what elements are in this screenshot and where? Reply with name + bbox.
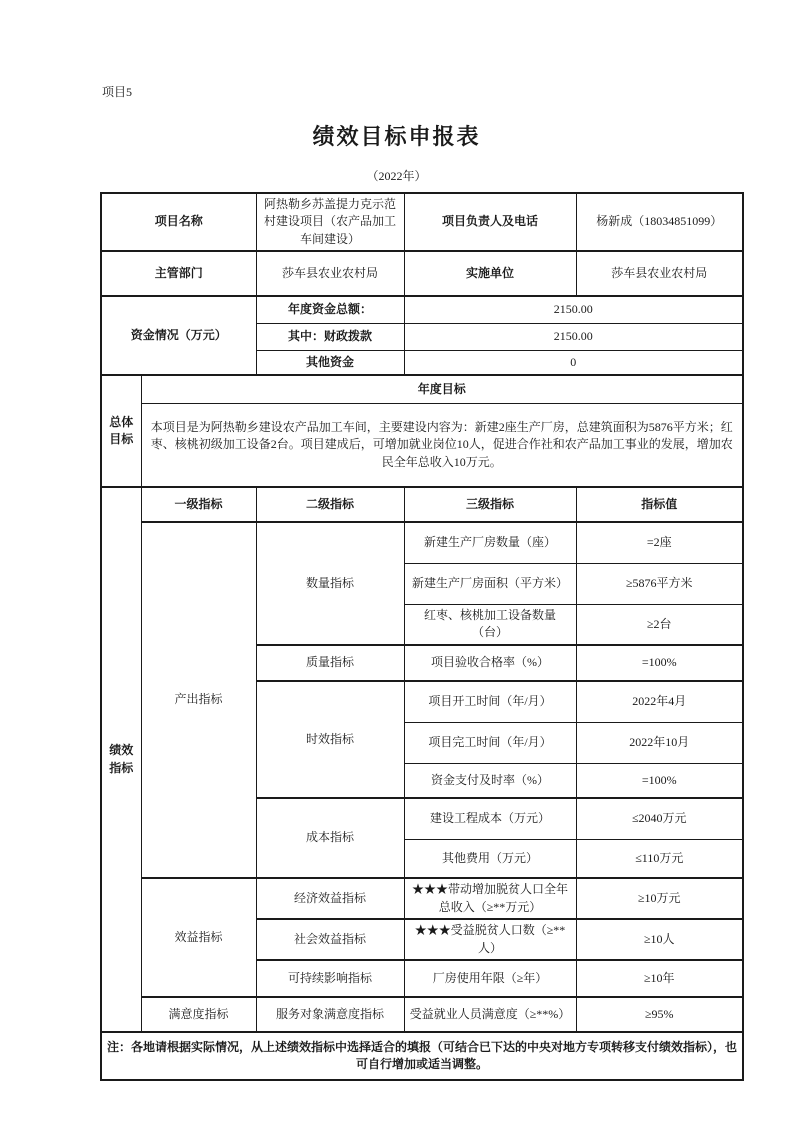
overall-goal-section-label: 总体目标	[101, 375, 141, 487]
funding-total-value: 2150.00	[404, 296, 743, 323]
level1-satisfaction-indicators: 满意度指标	[141, 997, 256, 1032]
table-row	[101, 296, 743, 323]
indicator-name: 建设工程成本（万元）	[404, 798, 576, 839]
header-level3: 三级指标	[404, 487, 576, 522]
level2-timeliness-indicators: 时效指标	[256, 681, 404, 798]
header-value: 指标值	[576, 487, 743, 522]
level2-sustainability: 可持续影响指标	[256, 960, 404, 997]
table-row	[101, 878, 743, 919]
page-subtitle: （2022年）	[366, 169, 427, 183]
indicator-value: ≥10年	[576, 960, 743, 997]
indicator-name: 项目完工时间（年/月）	[404, 722, 576, 763]
indicator-name: ★★★受益脱贫人口数（≥**人）	[404, 919, 576, 960]
indicator-name: 受益就业人员满意度（≥**%）	[404, 997, 576, 1032]
funding-section-label: 资金情况（万元）	[101, 296, 256, 375]
table-row	[101, 251, 743, 296]
funding-total-label: 年度资金总额：	[256, 296, 404, 323]
level1-benefit-indicators: 效益指标	[141, 878, 256, 997]
indicator-name: ★★★带动增加脱贫人口全年总收入（≥**万元）	[404, 878, 576, 919]
department-label: 主管部门	[101, 251, 256, 296]
level2-quantity-indicators: 数量指标	[256, 522, 404, 645]
indicator-name: 其他费用（万元）	[404, 839, 576, 878]
indicator-value: 2022年10月	[576, 722, 743, 763]
table-row	[101, 487, 743, 522]
project-manager-label: 项目负责人及电话	[404, 193, 576, 251]
project-name-label: 项目名称	[101, 193, 256, 251]
indicator-value: =100%	[576, 763, 743, 798]
level2-service-satisfaction: 服务对象满意度指标	[256, 997, 404, 1032]
level1-output-indicators: 产出指标	[141, 522, 256, 878]
indicator-name: 厂房使用年限（≥年）	[404, 960, 576, 997]
performance-target-table	[100, 192, 744, 1081]
indicator-name: 资金支付及时率（%）	[404, 763, 576, 798]
project-number-label: 项目5	[102, 85, 133, 99]
table-row	[101, 403, 743, 487]
indicator-value: 2022年4月	[576, 681, 743, 722]
level2-economic-benefit: 经济效益指标	[256, 878, 404, 919]
indicator-name: 新建生产厂房面积（平方米）	[404, 563, 576, 604]
indicator-value: ≥10万元	[576, 878, 743, 919]
indicator-value: ≥5876平方米	[576, 563, 743, 604]
funding-fiscal-value: 2150.00	[404, 323, 743, 350]
indicator-value: =2座	[576, 522, 743, 563]
department-value: 莎车县农业农村局	[256, 251, 404, 296]
page-title: 绩效目标申报表	[312, 124, 481, 149]
footer-note: 注：各地请根据实际情况，从上述绩效指标中选择适合的填报（可结合已下达的中央对地方专项转移支付绩效指标），也可自行增加或适当调整。	[101, 1032, 743, 1080]
funding-other-value: 0	[404, 350, 743, 375]
annual-goal-text: 本项目是为阿热勒乡建设农产品加工车间，主要建设内容为：新建2座生产厂房，总建筑面积为5876平方米；红枣、核桃初级加工设备2台。项目建成后，可增加就业岗位10人，促进合作社和农产品加工事业的发展，增加农民全年总收入10万元。	[141, 403, 743, 487]
indicators-section-label: 绩效指标	[101, 487, 141, 1032]
header-level1: 一级指标	[141, 487, 256, 522]
level2-quality-indicators: 质量指标	[256, 645, 404, 681]
table-row	[101, 997, 743, 1032]
table-row	[101, 375, 743, 403]
indicator-value: =100%	[576, 645, 743, 681]
indicator-value: ≤2040万元	[576, 798, 743, 839]
indicator-value: ≤110万元	[576, 839, 743, 878]
implementing-unit-value: 莎车县农业农村局	[576, 251, 743, 296]
funding-fiscal-label: 其中：财政拨款	[256, 323, 404, 350]
implementing-unit-label: 实施单位	[404, 251, 576, 296]
indicator-name: 新建生产厂房数量（座）	[404, 522, 576, 563]
indicator-name: 项目开工时间（年/月）	[404, 681, 576, 722]
table-row	[101, 193, 743, 251]
indicator-name: 项目验收合格率（%）	[404, 645, 576, 681]
indicator-value: ≥95%	[576, 997, 743, 1032]
header-level2: 二级指标	[256, 487, 404, 522]
indicator-name: 红枣、核桃加工设备数量（台）	[404, 604, 576, 645]
funding-other-label: 其他资金	[256, 350, 404, 375]
table-row	[101, 1032, 743, 1080]
indicator-value: ≥2台	[576, 604, 743, 645]
level2-cost-indicators: 成本指标	[256, 798, 404, 878]
table-row	[101, 522, 743, 563]
project-name-value: 阿热勒乡苏盖提力克示范村建设项目（农产品加工车间建设）	[256, 193, 404, 251]
project-manager-value: 杨新成（18034851099）	[576, 193, 743, 251]
annual-goal-header: 年度目标	[141, 375, 743, 403]
level2-social-benefit: 社会效益指标	[256, 919, 404, 960]
indicator-value: ≥10人	[576, 919, 743, 960]
